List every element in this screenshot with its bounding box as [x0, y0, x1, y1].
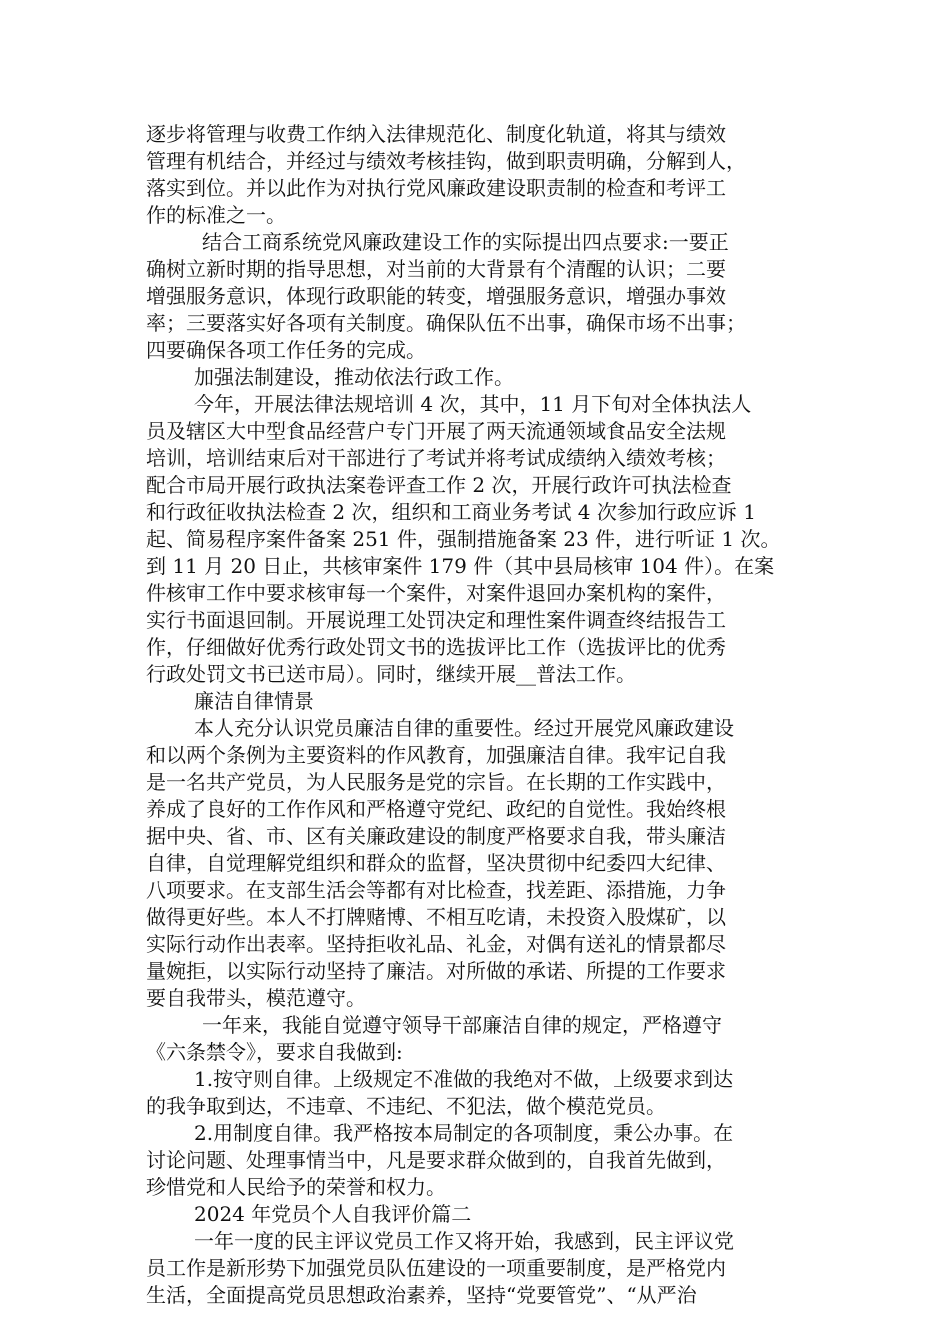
text-line: 2024 年党员个人自我评价篇二: [194, 1202, 472, 1226]
text-line: 实行书面退回制。开展说理工处罚决定和理性案件调查终结报告工: [146, 608, 726, 632]
text-line: 一年来，我能自觉遵守领导干部廉洁自律的规定，严格遵守: [202, 1013, 722, 1037]
text-line: 确树立新时期的指导思想，对当前的大背景有个清醒的认识；二要: [146, 257, 726, 281]
text-line: 珍惜党和人民给予的荣誉和权力。: [146, 1175, 446, 1199]
text-line: 养成了良好的工作作风和严格遵守党纪、政纪的自觉性。我始终根: [146, 797, 726, 821]
text-line: 行政处罚文书已送市局）。同时，继续开展__普法工作。: [146, 662, 636, 686]
paragraph: [146, 1120, 804, 1201]
text-line: 作的标准之一。: [146, 203, 286, 227]
text-line: 实际行动作出表率。坚持拒收礼品、礼金，对偶有送礼的情景都尽: [146, 932, 726, 956]
text-line: 增强服务意识，体现行政职能的转变，增强服务意识，增强办事效: [146, 284, 726, 308]
text-line: 生活，全面提高党员思想政治素养，坚持“党要管党”、“从严治: [146, 1283, 697, 1307]
text-line: 据中央、省、市、区有关廉政建设的制度严格要求自我，带头廉洁: [146, 824, 726, 848]
text-line: 员工作是新形势下加强党员队伍建设的一项重要制度，是严格党内: [146, 1256, 726, 1280]
text-line: 管理有机结合，并经过与绩效考核挂钩，做到职责明确，分解到人，: [146, 149, 746, 173]
text-line: 员及辖区大中型食品经营户专门开展了两天流通领域食品安全法规: [146, 419, 726, 443]
text-line: 四要确保各项工作任务的完成。: [146, 338, 426, 362]
paragraph: [146, 688, 804, 715]
text-line: 和行政征收执法检查 2 次，组织和工商业务考试 4 次参加行政应诉 1: [146, 500, 756, 524]
paragraph: [146, 364, 804, 391]
text-line: 2.用制度自律。我严格按本局制定的各项制度，秉公办事。在: [194, 1121, 734, 1145]
text-line: 今年，开展法律法规培训 4 次，其中，11 月下旬对全体执法人: [194, 392, 752, 416]
text-line: 量婉拒，以实际行动坚持了廉洁。对所做的承诺、所提的工作要求: [146, 959, 726, 983]
text-line: 落实到位。并以此作为对执行党风廉政建设职责制的检查和考评工: [146, 176, 726, 200]
paragraph: [146, 1012, 804, 1066]
text-line: 一年一度的民主评议党员工作又将开始，我感到，民主评议党: [194, 1229, 734, 1253]
text-line: 件核审工作中要求核审每一个案件，对案件退回办案机构的案件，: [146, 581, 726, 605]
text-line: 廉洁自律情景: [194, 689, 314, 713]
document-body: [146, 121, 804, 1309]
text-line: 的我争取到达，不违章、不违纪、不犯法，做个模范党员。: [146, 1094, 666, 1118]
text-line: 1.按守则自律。上级规定不准做的我绝对不做，上级要求到达: [194, 1067, 734, 1091]
text-line: 要自我带头，模范遵守。: [146, 986, 366, 1010]
paragraph: [146, 121, 804, 229]
text-line: 讨论问题、处理事情当中，凡是要求群众做到的，自我首先做到，: [146, 1148, 726, 1172]
text-line: 是一名共产党员，为人民服务是党的宗旨。在长期的工作实践中，: [146, 770, 726, 794]
text-line: 本人充分认识党员廉洁自律的重要性。经过开展党风廉政建设: [194, 716, 734, 740]
text-line: 和以两个条例为主要资料的作风教育，加强廉洁自律。我牢记自我: [146, 743, 726, 767]
text-line: 《六条禁令》，要求自我做到:: [146, 1040, 403, 1064]
text-line: 到 11 月 20 日止，共核审案件 179 件（其中县局核审 104 件）。在案: [146, 554, 775, 578]
text-line: 八项要求。在支部生活会等都有对比检查，找差距、添措施，力争: [146, 878, 726, 902]
text-line: 作，仔细做好优秀行政处罚文书的选拔评比工作（选拔评比的优秀: [146, 635, 726, 659]
text-line: 自律，自觉理解党组织和群众的监督，坚决贯彻中纪委四大纪律、: [146, 851, 726, 875]
paragraph: [146, 391, 804, 688]
text-line: 起、简易程序案件备案 251 件，强制措施备案 23 件，进行听证 1 次。: [146, 527, 781, 551]
text-line: 结合工商系统党风廉政建设工作的实际提出四点要求:一要正: [202, 230, 729, 254]
paragraph: [146, 1228, 804, 1309]
text-line: 加强法制建设，推动依法行政工作。: [194, 365, 514, 389]
text-line: 率；三要落实好各项有关制度。确保队伍不出事，确保市场不出事；: [146, 311, 746, 335]
paragraph: [146, 1066, 804, 1120]
paragraph: [146, 229, 804, 364]
paragraph: [146, 1201, 804, 1228]
text-line: 培训，培训结束后对干部进行了考试并将考试成绩纳入绩效考核；: [146, 446, 726, 470]
text-line: 逐步将管理与收费工作纳入法律规范化、制度化轨道，将其与绩效: [146, 122, 726, 146]
text-line: 做得更好些。本人不打牌赌博、不相互吃请，未投资入股煤矿，以: [146, 905, 726, 929]
text-line: 配合市局开展行政执法案卷评查工作 2 次，开展行政许可执法检查: [146, 473, 732, 497]
paragraph: [146, 715, 804, 1012]
